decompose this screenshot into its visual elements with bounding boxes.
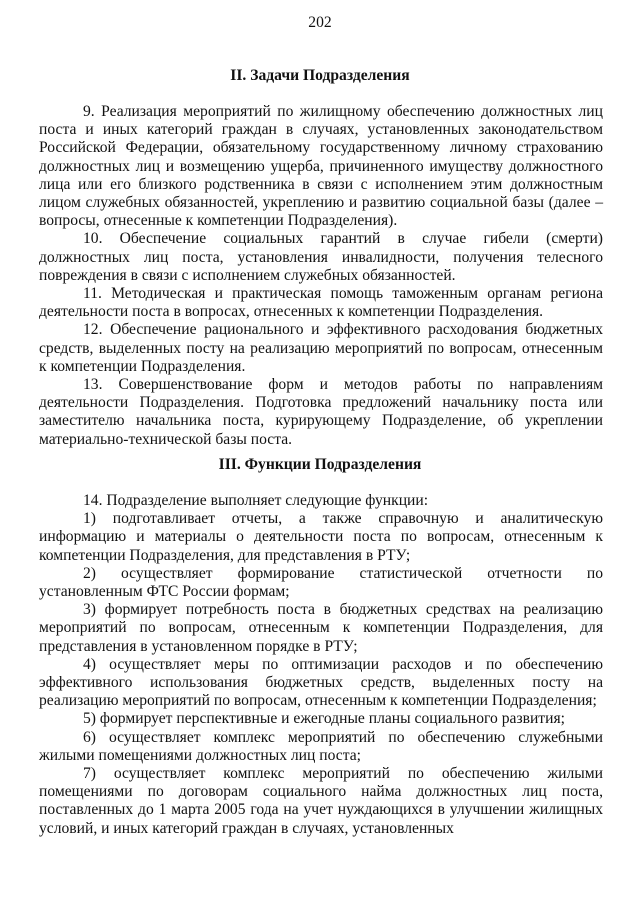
function-item-7: 7) осуществляет комплекс мероприятий по обеспечению жилыми помещениями по договорам социального найма должностных лиц поста, поставленных до 1 марта 2005 года на учет нуждающихся в улучшении жилищных условий, и иных категорий граждан в случаях, установленных <box>39 765 603 837</box>
function-item-1: 1) подготавливает отчеты, а также справочную и аналитическую информацию и материалы о деятельности поста по вопросам, отнесенным к компетенции Подразделения, для представления в РТУ; <box>39 510 603 564</box>
function-item-6: 6) осуществляет комплекс мероприятий по обеспечению служебными жилыми помещениями должностных лиц поста; <box>39 728 603 764</box>
paragraph-11: 11. Методическая и практическая помощь таможенным органам региона деятельности поста в вопросах, отнесенных к компетенции Подразделения. <box>39 285 603 321</box>
paragraph-10: 10. Обеспечение социальных гарантий в случае гибели (смерти) должностных лиц поста, установления инвалидности, получения телесного повреждения в связи с исполнением служебных обязанностей. <box>39 230 603 284</box>
function-item-3: 3) формирует потребность поста в бюджетных средствах на реализацию мероприятий по вопросам, отнесенным к компетенции Подразделения, для представления в установленном порядке в РТУ; <box>39 601 603 655</box>
page-number: 202 <box>308 14 332 31</box>
function-item-5: 5) формирует перспективные и ежегодные планы социального развития; <box>83 710 565 728</box>
section-heading-tasks: II. Задачи Подразделения <box>230 67 410 84</box>
function-item-2: 2) осуществляет формирование статистической отчетности по установленным ФТС России формам; <box>39 564 603 601</box>
paragraph-12: 12. Обеспечение рационального и эффективного расходования бюджетных средств, выделенных посту на реализацию мероприятий по вопросам, отнесенным к компетенции Подразделения. <box>39 321 603 375</box>
paragraph-9: 9. Реализация мероприятий по жилищному обеспечению должностных лиц поста и иных категорий граждан в случаях, установленных законодательством Российской Федерации, обязательному государственному личному страхованию должностных лиц и возмещению ущерба, причиненного имуществу должностного лица или его близкого родственника в связи с исполнением этим должностным лицом служебных обязанностей, укреплению и развитию социальной базы (далее – вопросы, отнесенные к компетенции Подразделения). <box>39 103 603 230</box>
section-heading-functions: III. Функции Подразделения <box>218 456 422 473</box>
functions-section-body <box>39 492 603 838</box>
paragraph-14: 14. Подразделение выполняет следующие функции: <box>83 492 429 509</box>
paragraph-13: 13. Совершенствование форм и методов работы по направлениям деятельности Подразделения. Подготовка предложений начальнику поста или заместителю начальника поста, курирующему Подразделение, об укреплении материально-технической базы поста. <box>39 376 603 448</box>
function-item-4: 4) осуществляет меры по оптимизации расходов и по обеспечению эффективного использования бюджетных средств, выделенных посту на реализацию мероприятий по вопросам, отнесенным к компетенции Подразделения; <box>39 655 603 710</box>
tasks-section-body <box>39 103 603 449</box>
